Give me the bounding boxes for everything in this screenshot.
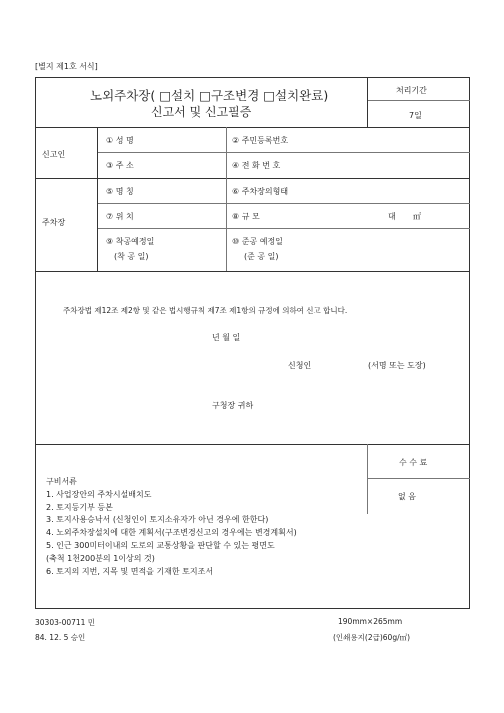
processing-period-label: 처리기간 bbox=[396, 86, 427, 95]
completion-date-sub: (준 공 일) bbox=[244, 252, 279, 261]
rule bbox=[226, 127, 227, 271]
rule bbox=[367, 100, 470, 101]
rule bbox=[97, 152, 470, 153]
form-title: 노외주차장( □설치 □구조변경 □설치완료) bbox=[90, 88, 329, 103]
phone-label: ④ 전 화 번 호 bbox=[232, 161, 281, 170]
form-subtitle: 신고서 및 신고필증 bbox=[151, 105, 252, 119]
rule bbox=[35, 127, 470, 128]
address-label: ③ 주 소 bbox=[106, 161, 134, 170]
scale-area-unit: ㎡ bbox=[413, 212, 421, 221]
rule bbox=[97, 203, 470, 204]
rule bbox=[35, 444, 470, 445]
rule bbox=[97, 228, 470, 229]
document-item: 4. 노외주차장설치에 대한 계획서(구조변경신고의 경우에는 변경계획서) bbox=[46, 528, 297, 538]
date-line: 년 월 일 bbox=[212, 333, 241, 342]
document-item: 2. 토지등기부 등본 bbox=[46, 502, 113, 512]
parking-type-label: ⑥ 주차장의형태 bbox=[232, 187, 289, 196]
parking-section-label: 주차장 bbox=[42, 218, 66, 227]
form-code: 30303-00711 민 bbox=[35, 618, 96, 627]
completion-date-label: ⑩ 준공 예정일 bbox=[232, 237, 283, 246]
parking-name-label: ⑤ 명 칭 bbox=[106, 187, 134, 196]
rule bbox=[367, 444, 368, 514]
applicant-signature-label: 신청인 bbox=[288, 361, 312, 370]
scale-count-unit: 대 bbox=[388, 212, 396, 221]
start-date-label: ⑨ 착공예정일 bbox=[106, 237, 155, 246]
rule bbox=[35, 178, 470, 179]
recipient: 구청장 귀하 bbox=[212, 401, 254, 410]
rule bbox=[367, 478, 470, 479]
processing-period-value: 7일 bbox=[409, 111, 422, 120]
fee-value: 없 음 bbox=[398, 492, 416, 501]
scale-label: ⑧ 규 모 bbox=[232, 212, 260, 221]
fee-label: 수 수 료 bbox=[399, 458, 428, 467]
rule bbox=[97, 127, 98, 271]
name-label: ① 성 명 bbox=[106, 136, 134, 145]
document-item: (축척 1천200분의 1이상의 것) bbox=[46, 553, 155, 563]
document-item: 5. 인근 300미터이내의 도로의 교통상황을 판단할 수 있는 평면도 bbox=[46, 540, 275, 550]
paper-size: 190mm×265mm bbox=[338, 617, 403, 626]
form-label: [별지 제1호 서식] bbox=[35, 62, 98, 71]
approval-date: 84. 12. 5 승인 bbox=[35, 633, 86, 642]
seal-note: (서명 또는 도장) bbox=[368, 361, 426, 370]
document-item: 1. 사업장안의 주차시설배치도 bbox=[46, 489, 152, 499]
rule bbox=[35, 271, 470, 272]
documents-heading: 구비서류 bbox=[46, 477, 77, 486]
declaration-text: 주차장법 제12조 제2항 및 같은 법시행규칙 제7조 제1항의 규정에 의하여 신고 합니다. bbox=[63, 306, 348, 315]
document-item: 6. 토지의 지번, 지목 및 면적을 기재한 토지조서 bbox=[46, 566, 214, 576]
resident-number-label: ② 주민등록번호 bbox=[232, 136, 289, 145]
required-documents bbox=[46, 476, 297, 578]
applicant-section-label: 신고인 bbox=[42, 150, 66, 159]
paper-spec: (인쇄용지(2급)60g/㎡) bbox=[333, 633, 411, 642]
document-item: 3. 토지사용승낙서 (신청인이 토지소유자가 아닌 경우에 한한다) bbox=[46, 515, 269, 525]
rule bbox=[367, 77, 368, 127]
start-date-sub: (착 공 일) bbox=[114, 252, 149, 261]
location-label: ⑦ 위 치 bbox=[106, 212, 134, 221]
